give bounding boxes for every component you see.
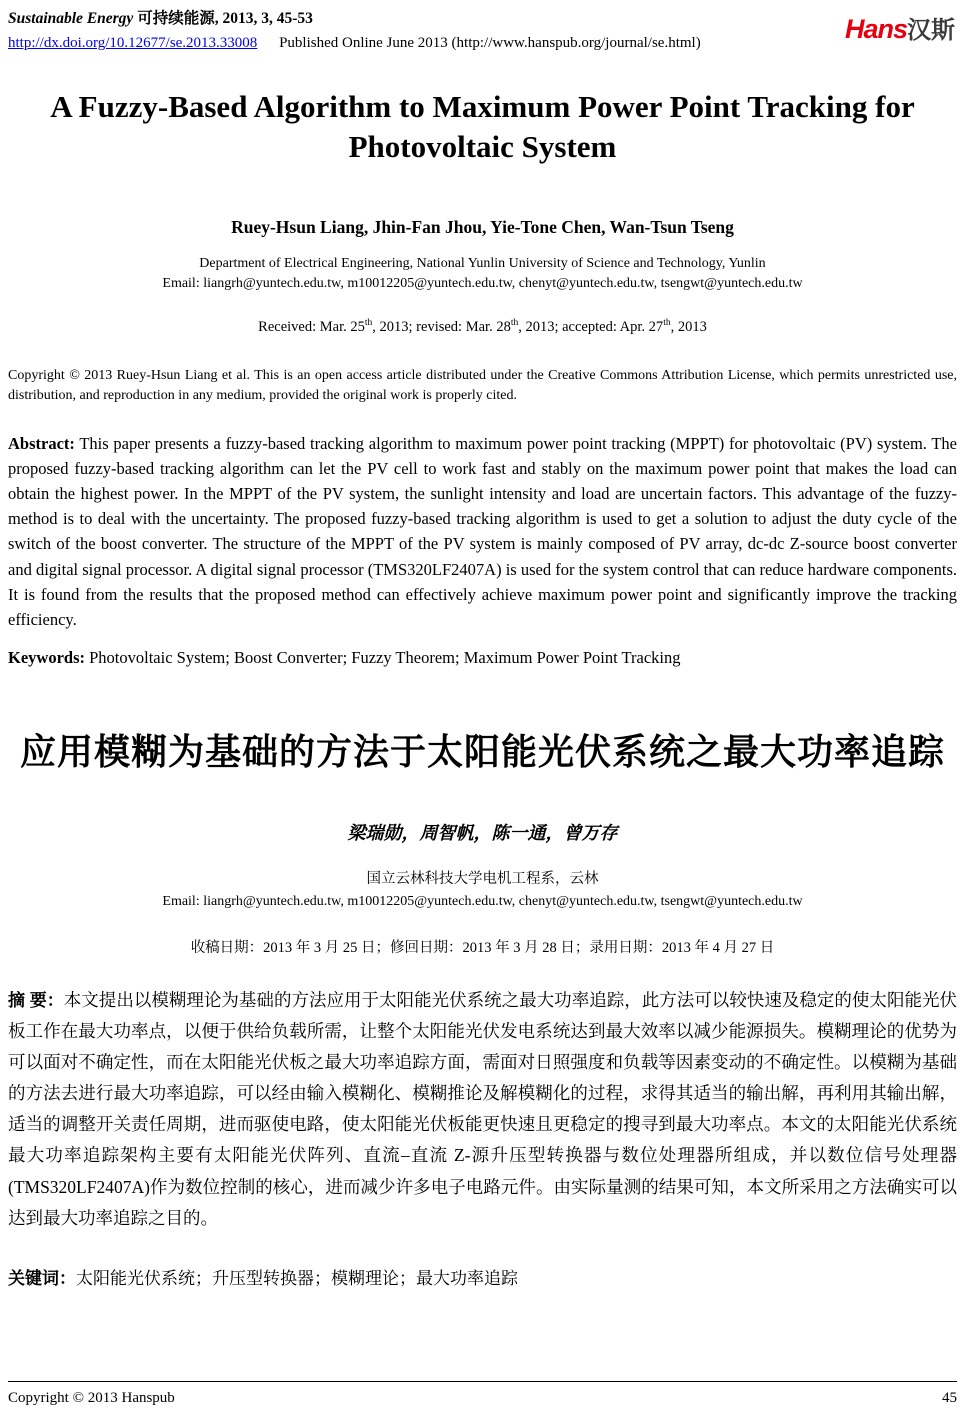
- abstract-label: Abstract:: [8, 434, 75, 454]
- received-dates-line: [8, 318, 957, 336]
- chinese-authors-line: 梁瑞勋，周智帆，陈一通，曾万存: [347, 822, 618, 843]
- journal-name: Sustainable Energy: [8, 10, 134, 27]
- ordinal-suffix: th: [510, 318, 519, 329]
- flex-spacer: [8, 1289, 957, 1381]
- chinese-email-line: Email: liangrh@yuntech.edu.tw, m10012205@yuntech.edu.tw, chenyt@yuntech.edu.tw, tsengwt@yuntech.edu.tw: [162, 893, 803, 909]
- keywords-line: [8, 648, 957, 668]
- ordinal-suffix: th: [663, 318, 671, 329]
- chinese-abstract-text: 本文提出以模糊理论为基础的方法应用于太阳能光伏系统之最大功率追踪，此方法可以较快速及稳定的使太阳能光伏板工作在最大功率点，以便于供给负载所需，让整个太阳能光伏发电系统达到最大效率以减少能源损失。模糊理论的优势为可以面对不确定性，而在太阳能光伏板之最大功率追踪方面，需面对日照强度和负载等因素变动的不确定性。以模糊为基础的方法去进行最大功率追踪，可以经由输入模糊化、模糊推论及解模糊化的过程，求得其适当的输出解，再利用其输出解，适当的调整开关责任周期，进而驱使电路，使太阳能光伏板能更快速且更稳定的搜寻到最大功率点。本文的太阳能光伏系统最大功率追踪架构主要有太阳能光伏阵列、直流–直流 Z-源升压型转换器与数位处理器所组成，并以数位信号处理器(TMS320LF2407A)作为数位控制的核心，进而减少许多电子电路元件。由实际量测的结果可知，本文所采用之方法确实可以达到最大功率追踪之目的。: [8, 989, 957, 1228]
- chinese-title: 应用模糊为基础的方法于太阳能光伏系统之最大功率追踪: [19, 730, 945, 772]
- authors-line: Ruey-Hsun Liang, Jhin-Fan Jhou, Yie-Tone Chen, Wan-Tsun Tseng: [231, 216, 734, 237]
- chinese-keywords-line: [8, 1264, 957, 1289]
- journal-title: [8, 8, 701, 30]
- journal-info: [8, 8, 701, 55]
- paper-title: A Fuzzy-Based Algorithm to Maximum Power Point Tracking for Photovoltaic System: [50, 89, 915, 164]
- abstract-text: This paper presents a fuzzy-based tracking algorithm to maximum power point tracking (MPPT) for photovoltaic (PV) system. The proposed fuzzy-based tracking algorithm can let the PV cell to work fast and stably on the maximum power point that makes the load can obtain the highest power. In the MPPT of the PV system, the sunlight intensity and load are uncertain factors. This advantage of the fuzzy-method is to deal with the uncertainty. The proposed fuzzy-based tracking algorithm is used to get a solution to adjust the duty cycle of the switch of the boost converter. The structure of the MPPT of the PV system is mainly composed of PV array, dc-dc Z-source boost converter and digital signal processor. A digital signal processor (TMS320LF2407A) is used for the system control that can reduce hardware components. It is found from the results that the proposed method can effectively achieve maximum power point and significantly improve the tracking efficiency.: [8, 434, 958, 629]
- chinese-abstract-label: 摘 要：: [8, 990, 64, 1010]
- email-line: Email: liangrh@yuntech.edu.tw, m10012205@yuntech.edu.tw, chenyt@yuntech.edu.tw, tsengwt@yuntech.edu.tw: [162, 275, 803, 291]
- chinese-abstract-paragraph: [8, 985, 957, 1234]
- hans-publisher-logo: [845, 8, 957, 45]
- hans-logo-chinese: 汉斯: [907, 17, 955, 44]
- received-part: , 2013: [670, 318, 707, 335]
- affiliation-line: Department of Electrical Engineering, National Yunlin University of Science and Technology, Yunlin: [199, 255, 766, 271]
- received-part: Received: Mar. 25: [258, 318, 365, 335]
- copyright-notice: Copyright © 2013 Ruey-Hsun Liang et al. This is an open access article distributed under the Creative Commons Attribution License, which permits unrestricted use, distribution, and reproduction in any medium, provided the original work is properly cited.: [8, 367, 957, 403]
- received-part: , 2013; revised: Mar. 28: [372, 318, 511, 335]
- footer-copyright: Copyright © 2013 Hanspub: [8, 1390, 175, 1406]
- received-part: , 2013; accepted: Apr. 27: [518, 318, 664, 335]
- chinese-keywords-text: 太阳能光伏系统；升压型转换器；模糊理论；最大功率追踪: [76, 1268, 518, 1288]
- journal-issue-info: 可持续能源, 2013, 3, 45-53: [137, 10, 313, 27]
- published-online-text: Published Online June 2013 (http://www.hanspub.org/journal/se.html): [279, 35, 701, 52]
- hans-logo-latin: Hans: [844, 14, 907, 44]
- page-footer: [8, 1381, 957, 1407]
- chinese-keywords-label: 关键词：: [8, 1268, 76, 1288]
- doi-line: [8, 33, 701, 55]
- ordinal-suffix: th: [364, 318, 373, 329]
- keywords-label: Keywords:: [8, 647, 85, 667]
- doi-link[interactable]: http://dx.doi.org/10.12677/se.2013.33008: [8, 35, 258, 52]
- keywords-text: Photovoltaic System; Boost Converter; Fuzzy Theorem; Maximum Power Point Tracking: [89, 647, 681, 667]
- chinese-dates-line: 收稿日期：2013 年 3 月 25 日；修回日期：2013 年 3 月 28 日；录用日期：2013 年 4 月 27 日: [190, 939, 775, 956]
- page-header: [8, 8, 957, 55]
- page-number: 45: [942, 1390, 957, 1406]
- chinese-affiliation-line: 国立云林科技大学电机工程系，云林: [366, 870, 599, 887]
- abstract-paragraph: [8, 431, 957, 632]
